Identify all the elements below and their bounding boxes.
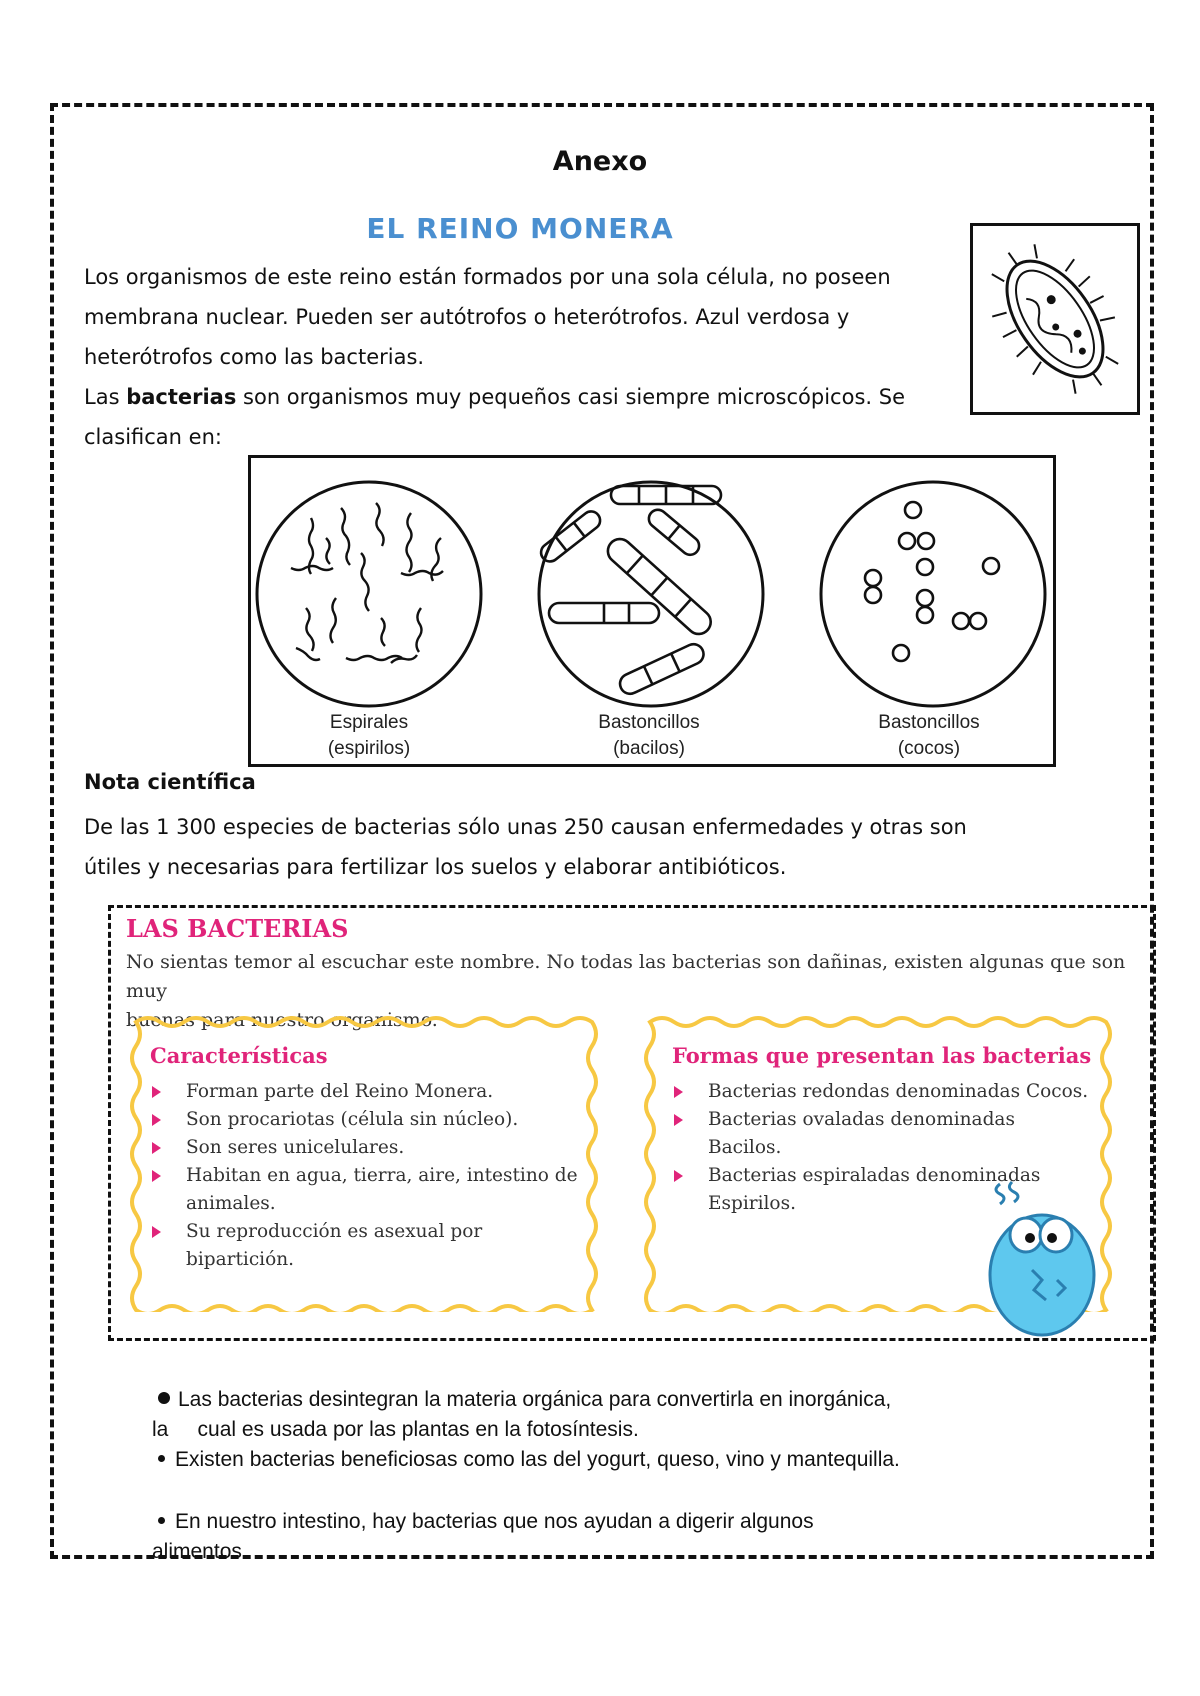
bacteria-shapes-figure <box>248 455 1056 767</box>
cocos-marks <box>865 502 999 661</box>
bacterias-line: Las bacterias son organismos muy pequeños casi siempre microscópicos. Se <box>84 385 905 409</box>
note-paragraph: De las 1 300 especies de bacterias sólo unas 250 causan enfermedades y otras son útiles y necesarias para fertilizar los suelos y elaborar antibióticos. <box>84 815 967 879</box>
espirilos-label: Espirales (espirilos) <box>327 712 411 759</box>
formas-heading: Formas que presentan las bacterias <box>672 1043 1092 1068</box>
note-heading: Nota científica <box>84 770 256 794</box>
intro-paragraph <box>84 257 964 457</box>
list-item: Bacterias ovaladas denominadas Bacilos. <box>672 1106 1092 1162</box>
bullet-item-1-cont: la cual es usada por las plantas en la fotosíntesis. <box>152 1418 639 1441</box>
espirilos-marks <box>291 503 443 663</box>
list-item: Son procariotas (célula sin núcleo). <box>150 1106 590 1134</box>
bullet-item-1: Las bacterias desintegran la materia orgánica para convertirla en inorgánica, <box>152 1385 891 1415</box>
bullet-icon <box>158 1455 165 1462</box>
list-item: Bacterias redondas denominadas Cocos. <box>672 1078 1092 1106</box>
caracteristicas-heading: Características <box>150 1043 328 1068</box>
list-item: Son seres unicelulares. <box>150 1134 590 1162</box>
cocos-label: Bastoncillos (cocos) <box>878 712 980 759</box>
bullet-item-3: En nuestro intestino, hay bacterias que nos ayudan a digerir algunos <box>152 1507 814 1537</box>
caracteristicas-list <box>150 1078 590 1274</box>
bacterias-line-2: clasifican en: <box>84 425 222 449</box>
bacteria-mascot-illustration <box>972 1180 1112 1340</box>
bullet-item-3-cont: alimentos. <box>152 1540 248 1563</box>
bacilos-label: Bastoncillos (bacilos) <box>598 712 700 759</box>
bacterias-title: LAS BACTERIAS <box>126 914 349 943</box>
bullet-icon <box>158 1392 170 1404</box>
bullet-icon <box>158 1517 165 1524</box>
list-item: Habitan en agua, tierra, aire, intestino de animales. <box>150 1162 590 1218</box>
bacterias-bold: bacterias <box>126 385 237 409</box>
intro-line: heterótrofos como las bacterias. <box>84 345 425 369</box>
intro-line: Los organismos de este reino están formados por una sola célula, no poseen <box>84 265 891 289</box>
bacterium-cell-illustration <box>970 223 1140 415</box>
section-title: EL REINO MONERA <box>366 212 674 245</box>
bacterias-intro: No sientas temor al escuchar este nombre. No todas las bacterias son dañinas, existen algunas que son muy buenas para nuestro organismo. <box>126 951 1126 1031</box>
list-item: Forman parte del Reino Monera. <box>150 1078 590 1106</box>
intro-line: membrana nuclear. Pueden ser autótrofos o heterótrofos. Azul verdosa y <box>84 305 850 329</box>
page-title: Anexo <box>552 146 648 177</box>
bullet-item-2: Existen bacterias beneficiosas como las del yogurt, queso, vino y mantequilla. <box>152 1445 900 1475</box>
list-item: Su reproducción es asexual por bipartición. <box>150 1218 590 1274</box>
list-item: Bacterias espiraladas denominadas Espirilos. <box>672 1162 1092 1218</box>
